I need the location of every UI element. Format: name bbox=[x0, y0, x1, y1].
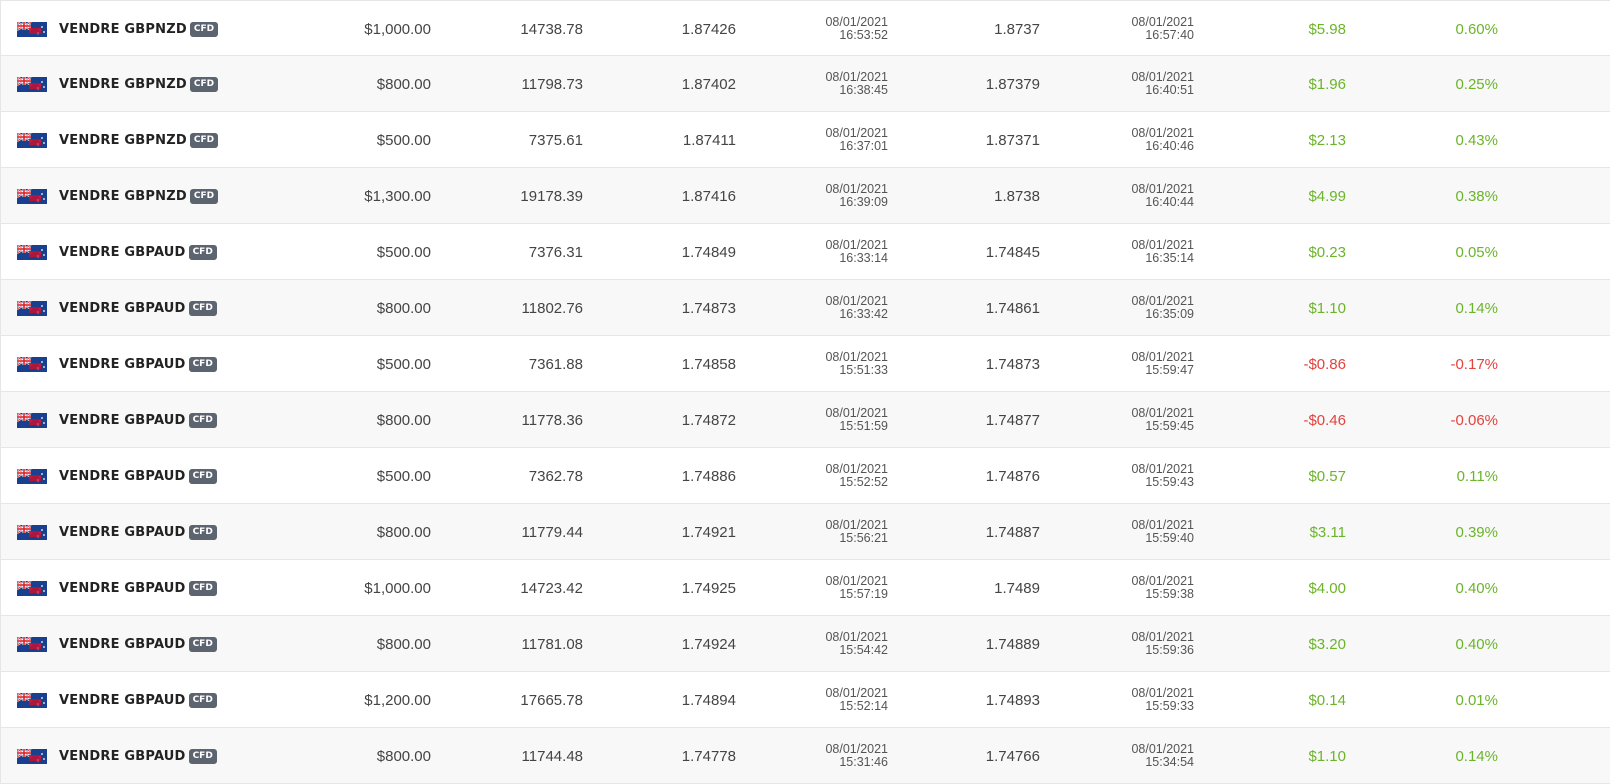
amount: $800.00 bbox=[376, 747, 431, 765]
close-rate: 1.8738 bbox=[994, 187, 1040, 205]
profit-loss-percent: 0.43% bbox=[1455, 131, 1498, 149]
close-time: 15:59:43 bbox=[1145, 475, 1194, 489]
profit-loss: $5.98 bbox=[1308, 20, 1346, 38]
cfd-badge: CFD bbox=[189, 469, 217, 484]
close-date: 08/01/2021 bbox=[1131, 574, 1194, 588]
units: 7362.78 bbox=[528, 467, 583, 485]
gb-nz-flag-icon bbox=[17, 189, 47, 204]
cfd-badge: CFD bbox=[189, 749, 217, 764]
profit-loss-percent: 0.40% bbox=[1455, 579, 1498, 597]
instrument-name: VENDRE GBPAUD bbox=[59, 300, 186, 316]
instrument-cell bbox=[17, 168, 218, 224]
units: 11781.08 bbox=[521, 635, 583, 653]
open-rate: 1.74894 bbox=[681, 691, 736, 709]
table-row[interactable] bbox=[0, 448, 1610, 504]
close-date: 08/01/2021 bbox=[1131, 182, 1194, 196]
units: 14738.78 bbox=[520, 20, 583, 38]
instrument-name: VENDRE GBPAUD bbox=[59, 356, 186, 372]
amount: $1,200.00 bbox=[364, 691, 431, 709]
profit-loss: $1.96 bbox=[1308, 75, 1346, 93]
close-datetime bbox=[1131, 168, 1194, 224]
open-time: 15:56:21 bbox=[839, 531, 888, 545]
gb-au-flag-icon bbox=[17, 749, 47, 764]
close-datetime bbox=[1131, 1, 1194, 57]
instrument-cell bbox=[17, 112, 218, 168]
gb-au-flag-icon bbox=[17, 357, 47, 372]
table-row[interactable] bbox=[0, 0, 1610, 56]
instrument-cell bbox=[17, 224, 217, 280]
instrument-name: VENDRE GBPAUD bbox=[59, 468, 186, 484]
open-datetime bbox=[825, 112, 888, 168]
profit-loss: $4.00 bbox=[1308, 579, 1346, 597]
close-rate: 1.8737 bbox=[994, 20, 1040, 38]
instrument-name: VENDRE GBPAUD bbox=[59, 580, 186, 596]
units: 17665.78 bbox=[520, 691, 583, 709]
open-time: 15:54:42 bbox=[839, 643, 888, 657]
close-datetime bbox=[1131, 224, 1194, 280]
gb-au-flag-icon bbox=[17, 245, 47, 260]
amount: $500.00 bbox=[376, 243, 431, 261]
open-datetime bbox=[825, 336, 888, 392]
close-date: 08/01/2021 bbox=[1131, 350, 1194, 364]
open-time: 15:52:14 bbox=[839, 699, 888, 713]
open-time: 16:39:09 bbox=[839, 195, 888, 209]
open-rate: 1.74925 bbox=[681, 579, 736, 597]
instrument-cell bbox=[17, 392, 217, 448]
close-time: 16:40:51 bbox=[1145, 83, 1194, 97]
profit-loss-percent: 0.01% bbox=[1455, 691, 1498, 709]
gb-nz-flag-icon bbox=[17, 77, 47, 92]
open-datetime bbox=[825, 672, 888, 728]
profit-loss: $0.14 bbox=[1308, 691, 1346, 709]
close-datetime bbox=[1131, 336, 1194, 392]
close-time: 15:59:47 bbox=[1145, 363, 1194, 377]
profit-loss: $1.10 bbox=[1308, 299, 1346, 317]
table-row[interactable] bbox=[0, 504, 1610, 560]
close-time: 16:35:14 bbox=[1145, 251, 1194, 265]
close-date: 08/01/2021 bbox=[1131, 15, 1194, 29]
table-row[interactable] bbox=[0, 280, 1610, 336]
cfd-badge: CFD bbox=[189, 245, 217, 260]
open-date: 08/01/2021 bbox=[825, 742, 888, 756]
profit-loss: $4.99 bbox=[1308, 187, 1346, 205]
open-rate: 1.74849 bbox=[681, 243, 736, 261]
instrument-name: VENDRE GBPAUD bbox=[59, 692, 186, 708]
open-time: 15:57:19 bbox=[839, 587, 888, 601]
open-time: 15:51:59 bbox=[839, 419, 888, 433]
table-row[interactable] bbox=[0, 168, 1610, 224]
units: 7375.61 bbox=[528, 131, 583, 149]
close-rate: 1.74887 bbox=[985, 523, 1040, 541]
open-time: 15:51:33 bbox=[839, 363, 888, 377]
gb-nz-flag-icon bbox=[17, 133, 47, 148]
open-datetime bbox=[825, 560, 888, 616]
table-row[interactable] bbox=[0, 392, 1610, 448]
open-rate: 1.87402 bbox=[681, 75, 736, 93]
gb-nz-flag-icon bbox=[17, 22, 47, 37]
close-rate: 1.74873 bbox=[985, 355, 1040, 373]
instrument-name: VENDRE GBPNZD bbox=[59, 132, 187, 148]
instrument-name: VENDRE GBPNZD bbox=[59, 21, 187, 37]
profit-loss-percent: 0.60% bbox=[1455, 20, 1498, 38]
profit-loss: $1.10 bbox=[1308, 747, 1346, 765]
open-rate: 1.87416 bbox=[681, 187, 736, 205]
open-time: 15:31:46 bbox=[839, 755, 888, 769]
instrument-cell bbox=[17, 560, 217, 616]
units: 11798.73 bbox=[521, 75, 583, 93]
open-date: 08/01/2021 bbox=[825, 182, 888, 196]
amount: $500.00 bbox=[376, 355, 431, 373]
profit-loss: $3.20 bbox=[1308, 635, 1346, 653]
cfd-badge: CFD bbox=[189, 693, 217, 708]
open-datetime bbox=[825, 728, 888, 784]
close-date: 08/01/2021 bbox=[1131, 294, 1194, 308]
open-rate: 1.74872 bbox=[681, 411, 736, 429]
close-date: 08/01/2021 bbox=[1131, 406, 1194, 420]
open-datetime bbox=[825, 56, 888, 112]
open-rate: 1.74873 bbox=[681, 299, 736, 317]
close-datetime bbox=[1131, 448, 1194, 504]
open-datetime bbox=[825, 168, 888, 224]
instrument-cell bbox=[17, 616, 217, 672]
open-date: 08/01/2021 bbox=[825, 406, 888, 420]
open-time: 16:53:52 bbox=[839, 28, 888, 42]
table-row[interactable] bbox=[0, 56, 1610, 112]
profit-loss: -$0.46 bbox=[1303, 411, 1346, 429]
amount: $1,000.00 bbox=[364, 579, 431, 597]
close-rate: 1.74876 bbox=[985, 467, 1040, 485]
instrument-name: VENDRE GBPNZD bbox=[59, 188, 187, 204]
open-rate: 1.74921 bbox=[681, 523, 736, 541]
open-date: 08/01/2021 bbox=[825, 350, 888, 364]
open-date: 08/01/2021 bbox=[825, 518, 888, 532]
amount: $800.00 bbox=[376, 299, 431, 317]
close-rate: 1.87379 bbox=[985, 75, 1040, 93]
close-rate: 1.74893 bbox=[985, 691, 1040, 709]
close-time: 16:40:44 bbox=[1145, 195, 1194, 209]
open-time: 16:33:42 bbox=[839, 307, 888, 321]
open-date: 08/01/2021 bbox=[825, 70, 888, 84]
table-row[interactable] bbox=[0, 336, 1610, 392]
units: 7376.31 bbox=[528, 243, 583, 261]
amount: $1,000.00 bbox=[364, 20, 431, 38]
units: 11802.76 bbox=[521, 299, 583, 317]
amount: $800.00 bbox=[376, 523, 431, 541]
open-datetime bbox=[825, 280, 888, 336]
close-datetime bbox=[1131, 56, 1194, 112]
open-rate: 1.87411 bbox=[682, 131, 736, 149]
close-datetime bbox=[1131, 672, 1194, 728]
close-datetime bbox=[1131, 504, 1194, 560]
cfd-badge: CFD bbox=[189, 357, 217, 372]
gb-au-flag-icon bbox=[17, 693, 47, 708]
profit-loss-percent: 0.38% bbox=[1455, 187, 1498, 205]
close-rate: 1.7489 bbox=[994, 579, 1040, 597]
instrument-cell bbox=[17, 672, 217, 728]
amount: $800.00 bbox=[376, 75, 431, 93]
cfd-badge: CFD bbox=[190, 77, 218, 92]
close-rate: 1.74889 bbox=[985, 635, 1040, 653]
open-date: 08/01/2021 bbox=[825, 462, 888, 476]
instrument-cell bbox=[17, 504, 217, 560]
profit-loss-percent: 0.14% bbox=[1455, 747, 1498, 765]
close-rate: 1.74766 bbox=[985, 747, 1040, 765]
close-date: 08/01/2021 bbox=[1131, 462, 1194, 476]
table-row[interactable] bbox=[0, 728, 1610, 784]
cfd-badge: CFD bbox=[189, 525, 217, 540]
profit-loss-percent: 0.40% bbox=[1455, 635, 1498, 653]
instrument-name: VENDRE GBPNZD bbox=[59, 76, 187, 92]
profit-loss: -$0.86 bbox=[1303, 355, 1346, 373]
profit-loss: $0.57 bbox=[1308, 467, 1346, 485]
open-rate: 1.74924 bbox=[681, 635, 736, 653]
close-rate: 1.74877 bbox=[985, 411, 1040, 429]
close-time: 15:59:40 bbox=[1145, 531, 1194, 545]
instrument-name: VENDRE GBPAUD bbox=[59, 524, 186, 540]
cfd-badge: CFD bbox=[190, 22, 218, 37]
amount: $1,300.00 bbox=[364, 187, 431, 205]
open-date: 08/01/2021 bbox=[825, 126, 888, 140]
cfd-badge: CFD bbox=[189, 413, 217, 428]
table-row[interactable] bbox=[0, 224, 1610, 280]
units: 11744.48 bbox=[521, 747, 583, 765]
close-datetime bbox=[1131, 112, 1194, 168]
table-row[interactable] bbox=[0, 560, 1610, 616]
amount: $500.00 bbox=[376, 467, 431, 485]
gb-au-flag-icon bbox=[17, 413, 47, 428]
profit-loss-percent: 0.39% bbox=[1455, 523, 1498, 541]
open-rate: 1.74858 bbox=[681, 355, 736, 373]
gb-au-flag-icon bbox=[17, 637, 47, 652]
profit-loss-percent: -0.06% bbox=[1450, 411, 1498, 429]
close-time: 15:59:38 bbox=[1145, 587, 1194, 601]
close-time: 15:59:36 bbox=[1145, 643, 1194, 657]
close-rate: 1.87371 bbox=[985, 131, 1040, 149]
instrument-name: VENDRE GBPAUD bbox=[59, 636, 186, 652]
close-time: 16:57:40 bbox=[1145, 28, 1194, 42]
close-datetime bbox=[1131, 560, 1194, 616]
units: 19178.39 bbox=[520, 187, 583, 205]
close-time: 15:34:54 bbox=[1145, 755, 1194, 769]
instrument-cell bbox=[17, 448, 217, 504]
instrument-cell bbox=[17, 280, 217, 336]
profit-loss: $2.13 bbox=[1308, 131, 1346, 149]
close-rate: 1.74845 bbox=[985, 243, 1040, 261]
close-date: 08/01/2021 bbox=[1131, 742, 1194, 756]
table-row[interactable] bbox=[0, 112, 1610, 168]
amount: $800.00 bbox=[376, 635, 431, 653]
open-datetime bbox=[825, 392, 888, 448]
instrument-name: VENDRE GBPAUD bbox=[59, 412, 186, 428]
cfd-badge: CFD bbox=[190, 189, 218, 204]
profit-loss: $0.23 bbox=[1308, 243, 1346, 261]
open-time: 16:37:01 bbox=[839, 139, 888, 153]
open-datetime bbox=[825, 448, 888, 504]
open-date: 08/01/2021 bbox=[825, 686, 888, 700]
gb-au-flag-icon bbox=[17, 469, 47, 484]
table-row[interactable] bbox=[0, 616, 1610, 672]
open-datetime bbox=[825, 616, 888, 672]
profit-loss-percent: 0.14% bbox=[1455, 299, 1498, 317]
close-datetime bbox=[1131, 392, 1194, 448]
open-rate: 1.87426 bbox=[681, 20, 736, 38]
gb-au-flag-icon bbox=[17, 301, 47, 316]
open-time: 16:33:14 bbox=[839, 251, 888, 265]
instrument-cell bbox=[17, 1, 218, 57]
close-rate: 1.74861 bbox=[985, 299, 1040, 317]
open-date: 08/01/2021 bbox=[825, 15, 888, 29]
profit-loss: $3.11 bbox=[1309, 523, 1346, 541]
close-time: 16:35:09 bbox=[1145, 307, 1194, 321]
cfd-badge: CFD bbox=[189, 637, 217, 652]
open-datetime bbox=[825, 224, 888, 280]
cfd-badge: CFD bbox=[190, 133, 218, 148]
table-row[interactable] bbox=[0, 672, 1610, 728]
close-datetime bbox=[1131, 280, 1194, 336]
open-date: 08/01/2021 bbox=[825, 294, 888, 308]
instrument-cell bbox=[17, 728, 217, 784]
units: 11779.44 bbox=[521, 523, 583, 541]
units: 7361.88 bbox=[528, 355, 583, 373]
open-rate: 1.74886 bbox=[681, 467, 736, 485]
close-time: 15:59:45 bbox=[1145, 419, 1194, 433]
open-time: 15:52:52 bbox=[839, 475, 888, 489]
close-date: 08/01/2021 bbox=[1131, 686, 1194, 700]
amount: $800.00 bbox=[376, 411, 431, 429]
open-datetime bbox=[825, 504, 888, 560]
profit-loss-percent: -0.17% bbox=[1450, 355, 1498, 373]
units: 14723.42 bbox=[520, 579, 583, 597]
close-datetime bbox=[1131, 616, 1194, 672]
instrument-name: VENDRE GBPAUD bbox=[59, 244, 186, 260]
close-date: 08/01/2021 bbox=[1131, 126, 1194, 140]
close-datetime bbox=[1131, 728, 1194, 784]
profit-loss-percent: 0.05% bbox=[1455, 243, 1498, 261]
gb-au-flag-icon bbox=[17, 525, 47, 540]
gb-au-flag-icon bbox=[17, 581, 47, 596]
open-date: 08/01/2021 bbox=[825, 574, 888, 588]
close-time: 15:59:33 bbox=[1145, 699, 1194, 713]
amount: $500.00 bbox=[376, 131, 431, 149]
instrument-cell bbox=[17, 56, 218, 112]
close-date: 08/01/2021 bbox=[1131, 238, 1194, 252]
close-time: 16:40:46 bbox=[1145, 139, 1194, 153]
close-date: 08/01/2021 bbox=[1131, 630, 1194, 644]
units: 11778.36 bbox=[521, 411, 583, 429]
open-time: 16:38:45 bbox=[839, 83, 888, 97]
close-date: 08/01/2021 bbox=[1131, 518, 1194, 532]
instrument-cell bbox=[17, 336, 217, 392]
profit-loss-percent: 0.25% bbox=[1455, 75, 1498, 93]
close-date: 08/01/2021 bbox=[1131, 70, 1194, 84]
open-date: 08/01/2021 bbox=[825, 630, 888, 644]
cfd-badge: CFD bbox=[189, 301, 217, 316]
cfd-badge: CFD bbox=[189, 581, 217, 596]
open-rate: 1.74778 bbox=[681, 747, 736, 765]
profit-loss-percent: 0.11% bbox=[1456, 467, 1498, 485]
open-date: 08/01/2021 bbox=[825, 238, 888, 252]
instrument-name: VENDRE GBPAUD bbox=[59, 748, 186, 764]
open-datetime bbox=[825, 1, 888, 57]
